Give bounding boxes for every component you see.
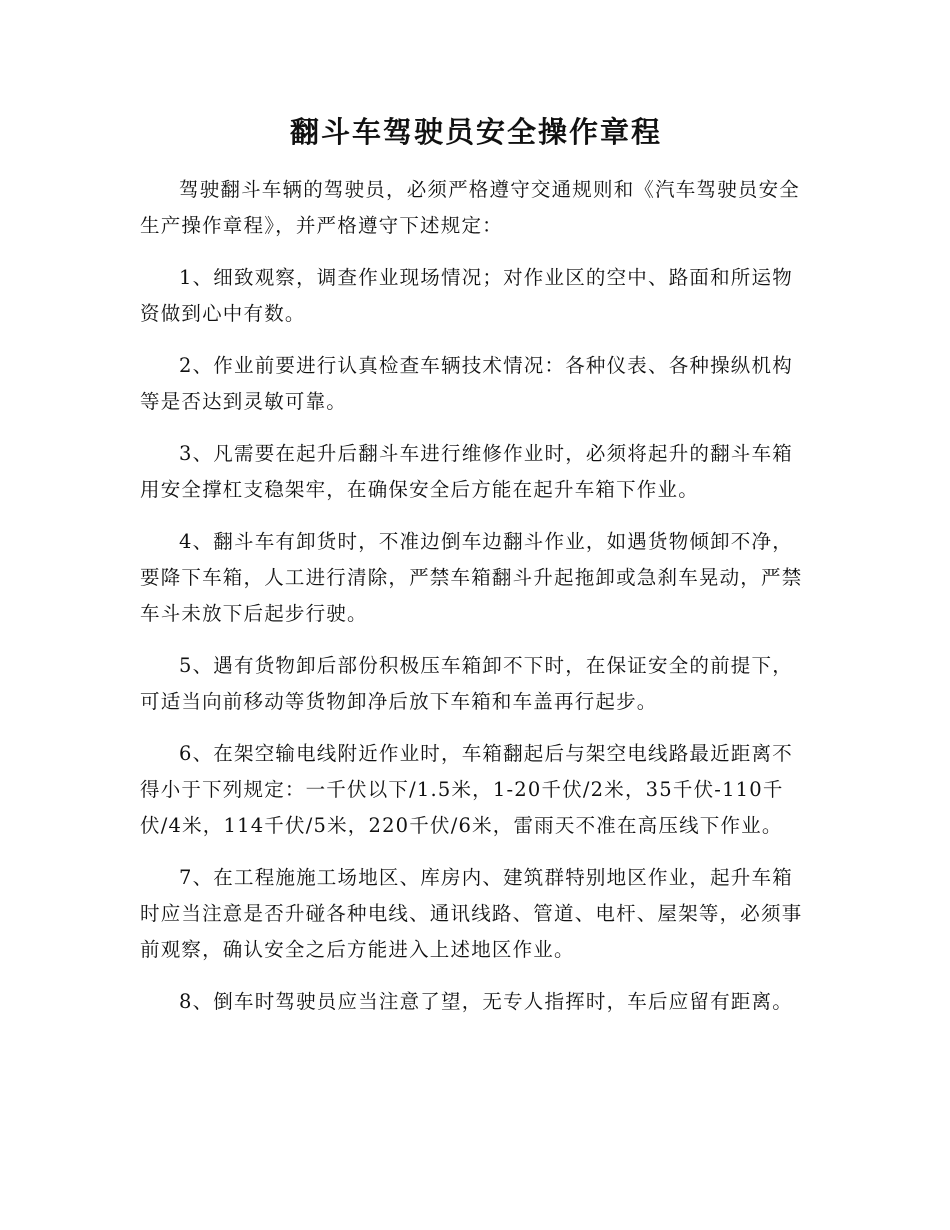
rule-paragraph-4: 4、翻斗车有卸货时，不准边倒车边翻斗作业，如遇货物倾卸不净，要降下车箱，人工进行清除，严禁车箱翻斗升起拖卸或急刹车晃动，严禁车斗未放下后起步行驶。	[140, 530, 803, 625]
document-title: 翻斗车驾驶员安全操作章程	[289, 115, 662, 149]
rule-paragraph-8: 8、倒车时驾驶员应当注意了望，无专人指挥时，车后应留有距离。	[179, 990, 793, 1013]
rule-paragraph-7: 7、在工程施施工场地区、库房内、建筑群特别地区作业，起升车箱时应当注意是否升碰各种电线、通讯线路、管道、电杆、屋架等，必须事前观察，确认安全之后方能进入上述地区作业。	[140, 866, 803, 961]
rule-paragraph-6: 6、在架空输电线附近作业时，车箱翻起后与架空电线路最近距离不得小于下列规定：一千伏以下/1.5米，1-20千伏/2米，35千伏-110千伏/4米，114千伏/5米，220千伏/6米，雷雨天不准在高压线下作业。	[140, 742, 793, 837]
rule-paragraph-5: 5、遇有货物卸后部份积极压车箱卸不下时，在保证安全的前提下，可适当向前移动等货物卸净后放下车箱和车盖再行起步。	[140, 654, 793, 713]
rule-paragraph-3: 3、凡需要在起升后翻斗车进行维修作业时，必须将起升的翻斗车箱用安全撑杠支稳架牢，在确保安全后方能在起升车箱下作业。	[140, 442, 793, 501]
rule-paragraph-2: 2、作业前要进行认真检查车辆技术情况：各种仪表、各种操纵机构等是否达到灵敏可靠。	[140, 354, 793, 413]
rule-paragraph-1: 1、细致观察，调查作业现场情况；对作业区的空中、路面和所运物资做到心中有数。	[140, 266, 793, 325]
intro-paragraph: 驾驶翻斗车辆的驾驶员，必须严格遵守交通规则和《汽车驾驶员安全生产操作章程》，并严格遵守下述规定：	[140, 178, 801, 237]
